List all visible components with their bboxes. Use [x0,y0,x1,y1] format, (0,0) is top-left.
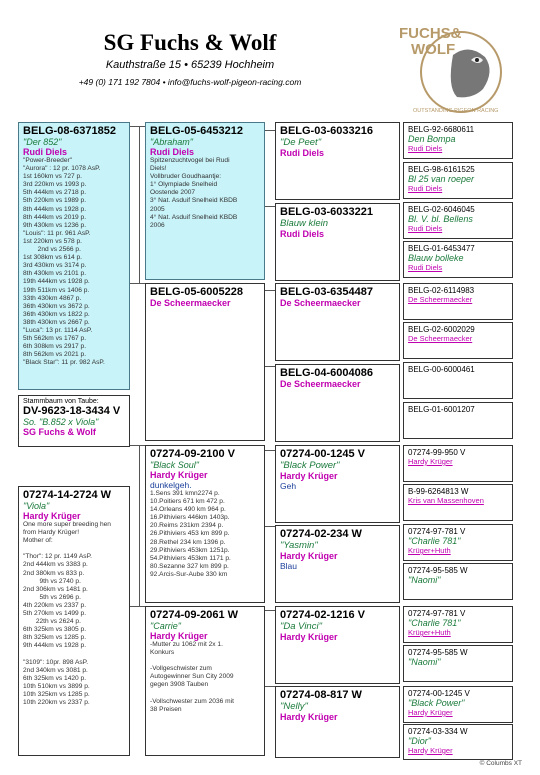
gen4-owner: Hardy Krüger [408,708,453,717]
gen3-name: Blauw klein [280,218,329,229]
dam-box[interactable] [18,486,130,756]
gen4-ring: 07274-95-585 W [408,566,468,575]
gen4-ring: BELG-02-6002029 [408,325,475,334]
gen3-ring: 07274-02-234 W [280,528,362,540]
gen4-owner: Krüger+Huth [408,546,451,555]
dam-sire-info: 1.Sens 391 kmn2274 p. 10.Poitiers 671 km 472 p. 14.Orleans 490 km 964 p. 16.Pithiviers 446km 1403p. 20.Reims 231km 2394 p. 26.Pithiviers 453 km 899 p. 28.Rethel 234 km 1396 p. 29.Pithiviers 453km 1251p. 54.Pithiviers 453km 1171 p. 80.Sezanne 327 km 899 p. 92.Arcis-Sur-Aube 330 km [150,490,231,578]
gen4-name: "Black Power" [408,698,465,708]
gen3-owner: Rudi Diels [280,229,325,239]
gen3-ring: 07274-00-1245 V [280,448,366,460]
dam-sire-ring: 07274-09-2100 V [150,448,236,460]
logo-text-top: FUCHS& [399,25,462,42]
gen3-box-2[interactable] [275,203,400,281]
gen3-owner: De Scheermaecker [280,298,361,308]
gen4-owner: De Scheermaecker [408,295,473,304]
gen4-ring: 07274-95-585 W [408,648,468,657]
dam-owner: Hardy Krüger [23,511,81,521]
sire-ring: BELG-08-6371852 [23,125,116,137]
fuchs-wolf-logo [395,20,515,120]
gen3-ring: BELG-03-6033221 [280,206,373,218]
gen4-ring: 07274-97-781 V [408,609,466,618]
gen4-ring: BELG-02-6046045 [408,205,475,214]
gen4-ring: 07274-99-950 V [408,448,466,457]
gen4-name: "Naomi" [408,575,441,585]
sire-sire-name: "Abraham" [150,137,193,147]
gen3-box-8[interactable] [275,686,400,758]
gen3-color: Geh [280,481,297,491]
copyright: © Columbs XT [479,760,522,767]
gen4-owner: Hardy Krüger [408,457,453,466]
gen3-box-5[interactable] [275,445,400,523]
gen3-name: "Yasmin" [280,540,318,551]
dam-sire-name: "Black Soul" [150,460,199,470]
gen4-ring: 07274-97-781 V [408,527,466,536]
gen4-box-10[interactable] [403,484,513,521]
dam-dam-name: "Carrie" [150,621,181,631]
gen3-color: Blau [280,561,298,571]
gen4-ring: BELG-98-6161525 [408,165,475,174]
sire-sire-ring: BELG-05-6453212 [150,125,243,137]
gen4-owner: Rudi Diels [408,263,443,272]
gen3-name: "Da Vinci" [280,621,322,632]
gen4-box-6[interactable] [403,322,513,359]
gen4-box-9[interactable] [403,445,513,482]
dam-dam-owner: Hardy Krüger [150,631,208,641]
sire-box[interactable] [18,122,130,390]
sire-info: "Power-Breeder" "Aurora" : 12 pr. 1078 AsP. 1st 160km vs 727 p. 3rd 220km vs 1993 p. 5th 444km vs 2718 p. 5th 220km vs 1989 p. 8th 444km vs 1928 p. 8th 444km vs 2019 p. 9th 430km vs 1236 p. "Louis": 11 pr. 961 AsP. 1st 220km vs 578 p. 2nd vs 2566 p. 1st 308km vs 614 p. 3rd 430km vs 3174 p. 8th 430km vs 2101 p. 19th 444km vs 1928 p. 19th 511km vs 1406 p. 33th 430km 4867 p. 36th 430km vs 3672 p. 36th 430km vs 1822 p. 38th 430km vs 2667 p. "Luca": 13 pr. 1114 AsP. 5th 562km vs 1767 p. 6th 308km vs 2917 p. 8th 562km vs 2021 p. "Black Star": 11 pr. 982 AsP. [23,157,105,367]
gen4-owner: Hardy Krüger [408,746,453,755]
sire-sire-info: Spitzenzuchtvogel bei Rudi Diels! Vollbruder Goudhaantje: 1° Olympiade Snelheid Oostende 2007 3° Nat. Asduif Snelheid KBDB 2005 4° Nat. Asduif Snelheid KBDB 2006 [150,157,238,229]
gen4-box-1[interactable] [403,122,513,159]
gen4-ring: B-99-6264813 W [408,487,469,496]
gen4-owner: Krüger+Huth [408,628,451,637]
gen4-owner: Rudi Diels [408,224,443,233]
dam-sire-color: dunkelgeh. [150,480,192,490]
gen3-box-1[interactable] [275,122,400,200]
dam-dam-box[interactable] [145,606,265,756]
gen4-name: "Dior" [408,736,431,746]
sire-owner: Rudi Diels [23,147,68,157]
gen3-owner: Hardy Krüger [280,471,338,481]
sire-name: "Der 852" [23,137,62,147]
gen4-ring: BELG-00-6000461 [408,365,475,374]
gen4-box-16[interactable] [403,724,513,760]
dam-dam-info: -Mutter zu 1062 mit 2x 1. Konkurs -Vollgeschwister zum Autogewinner Sun City 2009 gegen 3908 Tauben -Vollschwester zum 2036 mit 38 Preisen [150,641,234,713]
dam-info: One more super breeding hen from Hardy Krüger! Mother of: "Thor": 12 pr. 1149 AsP. 2nd 444km vs 3383 p. 2nd 380km vs 833 p. 9th vs 2740 p. 2nd 306km vs 1481 p. 5th vs 2696 p. 4th 220km vs 2337 p. 5th 270km vs 1499 p. 22th vs 2624 p. 6th 325km vs 3805 p. 8th 325km vs 1285 p. 9th 444km vs 1928 p. "3109": 10pr. 898 AsP. 2nd 340km vs 3081 p. 6th 325km vs 1420 p. 10th 510km vs 3899 p. 10th 325km vs 1285 p. 10th 220km vs 2337 p. [23,521,111,707]
gen4-name: Blauw bolleke [408,253,464,263]
dam-dam-ring: 07274-09-2061 W [150,609,239,621]
gen4-name: Bl. V. bl. Bellens [408,214,473,224]
gen4-name: "Charlie 781" [408,618,461,628]
gen4-ring: BELG-02-6114983 [408,286,475,295]
gen4-ring: BELG-92-6680611 [408,125,475,134]
gen4-ring: 07274-00-1245 V [408,689,470,698]
dam-sire-box[interactable] [145,445,265,603]
gen4-ring: 07274-03-334 W [408,727,468,736]
gen4-ring: BELG-01-6001207 [408,405,475,414]
sire-dam-ring: BELG-05-6005228 [150,286,243,298]
gen3-box-7[interactable] [275,606,400,684]
gen3-owner: Hardy Krüger [280,712,338,722]
sire-sire-box[interactable] [145,122,265,280]
sire-sire-owner: Rudi Diels [150,147,195,157]
gen4-box-13[interactable] [403,606,513,643]
gen4-name: "Naomi" [408,657,441,667]
gen4-box-12[interactable] [403,563,513,600]
breeder-contact: +49 (0) 171 192 7804 • info@fuchs-wolf-pigeon-racing.com [78,77,302,87]
gen3-owner: De Scheermaecker [280,379,361,389]
gen3-name: "Black Power" [280,460,340,471]
subject-ring: DV-9623-18-3434 V [23,405,121,417]
gen3-ring: 07274-02-1216 V [280,609,366,621]
gen4-box-4[interactable] [403,241,513,278]
dam-ring: 07274-14-2724 W [23,489,112,501]
subject-owner: SG Fuchs & Wolf [23,427,96,437]
sire-dam-owner: De Scheermaecker [150,298,231,308]
gen4-ring: BELG-01-6453477 [408,244,475,253]
gen3-name: "De Peet" [280,137,322,148]
subject-box[interactable] [18,395,130,447]
gen3-name: "Nelly" [280,701,308,712]
gen3-ring: 07274-08-817 W [280,689,362,701]
gen4-name: "Charlie 781" [408,536,461,546]
gen3-ring: BELG-04-6004086 [280,367,373,379]
breeder-address: Kauthstraße 15 • 65239 Hochheim [105,59,275,71]
gen4-owner: Rudi Diels [408,144,443,153]
dam-sire-owner: Hardy Krüger [150,470,208,480]
gen3-ring: BELG-03-6033216 [280,125,373,137]
gen4-box-7[interactable] [403,362,513,399]
gen4-box-2[interactable] [403,162,513,199]
gen4-box-11[interactable] [403,524,513,561]
gen4-box-8[interactable] [403,402,513,439]
subject-caption: Stammbaum von Taube: [23,398,99,405]
gen3-owner: Hardy Krüger [280,632,338,642]
breeder-title: SG Fuchs & Wolf [103,30,277,55]
gen3-owner: Rudi Diels [280,148,325,158]
gen4-name: Den Bompa [408,134,456,144]
dam-name: "Viola" [23,501,50,511]
gen3-box-3[interactable] [275,283,400,361]
logo-ring-text: OUTSTANDING PIGEON RACING [413,108,499,114]
gen4-box-3[interactable] [403,202,513,239]
sire-dam-box[interactable] [145,283,265,441]
subject-name: So. "B.852 x Viola" [23,417,99,427]
gen3-box-4[interactable] [275,364,400,442]
gen4-owner: Kris van Massenhoven [408,496,484,505]
gen4-box-15[interactable] [403,686,513,723]
gen3-box-6[interactable] [275,525,400,603]
gen4-name: Bl 25 van roeper [408,174,475,184]
gen3-owner: Hardy Krüger [280,551,338,561]
gen4-box-14[interactable] [403,645,513,682]
gen3-ring: BELG-03-6354487 [280,286,373,298]
gen4-owner: De Scheermaecker [408,334,473,343]
gen4-box-5[interactable] [403,283,513,320]
gen4-owner: Rudi Diels [408,184,443,193]
logo-text-bottom: WOLF [411,41,456,58]
